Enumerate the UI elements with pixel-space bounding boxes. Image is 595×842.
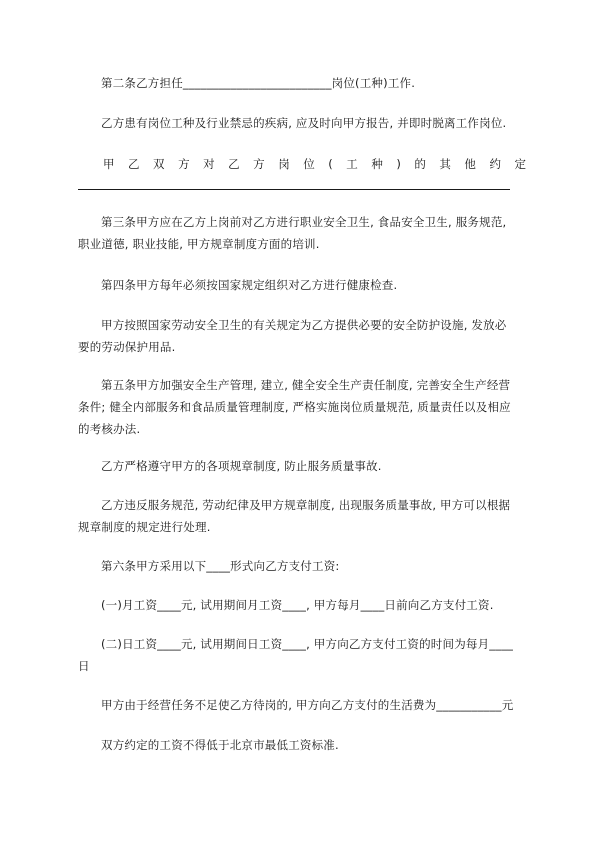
- safety-equipment-paragraph: 甲方按照国家劳动安全卫生的有关规定为乙方提供必要的安全防护设施, 发放必要的劳动保护用品.: [78, 318, 507, 354]
- illness-report-paragraph: 乙方患有岗位工种及行业禁忌的疾病, 应及时向甲方报告, 并即时脱离工作岗位.: [101, 116, 507, 130]
- monthly-wage-paragraph: (一)月工资____元, 试用期间月工资____, 甲方每月____日前向乙方支付工资.: [101, 598, 494, 612]
- other-agreement-heading: 甲乙双方对乙方岗位(工种)的其他约定: [103, 157, 526, 171]
- article-5-paragraph: 第五条甲方加强安全生产管理, 建立, 健全安全生产责任制度, 完善安全生产经营条件; 健全内部服务和食品质量管理制度, 严格实施岗位质量规范, 质量责任以及相应的考核办法.: [78, 378, 511, 436]
- article-4-paragraph: 第四条甲方每年必须按国家规定组织对乙方进行健康检查.: [101, 278, 398, 292]
- standby-allowance-paragraph: 甲方由于经营任务不足使乙方待岗的, 甲方向乙方支付的生活费为___________元: [101, 698, 514, 712]
- rules-compliance-paragraph: 乙方严格遵守甲方的各项规章制度, 防止服务质量事故.: [101, 459, 382, 473]
- article-2-paragraph: 第二条乙方担任_________________________岗位(工种)工作.: [101, 76, 416, 90]
- violation-handling-paragraph: 乙方违反服务规范, 劳动纪律及甲方规章制度, 出现服务质量事故, 甲方可以根据规章制度的规定进行处理.: [78, 498, 511, 534]
- blank-underline: [78, 189, 510, 190]
- article-3-paragraph: 第三条甲方应在乙方上岗前对乙方进行职业安全卫生, 食品安全卫生, 服务规范, 职业道德, 职业技能, 甲方规章制度方面的培训.: [78, 215, 507, 251]
- article-6-paragraph: 第六条甲方采用以下____形式向乙方支付工资:: [101, 559, 340, 573]
- minimum-wage-paragraph: 双方约定的工资不得低于北京市最低工资标准.: [101, 738, 339, 752]
- daily-wage-paragraph: (二)日工资____元, 试用期间日工资____, 甲方向乙方支付工资的时间为每月____日: [78, 637, 514, 673]
